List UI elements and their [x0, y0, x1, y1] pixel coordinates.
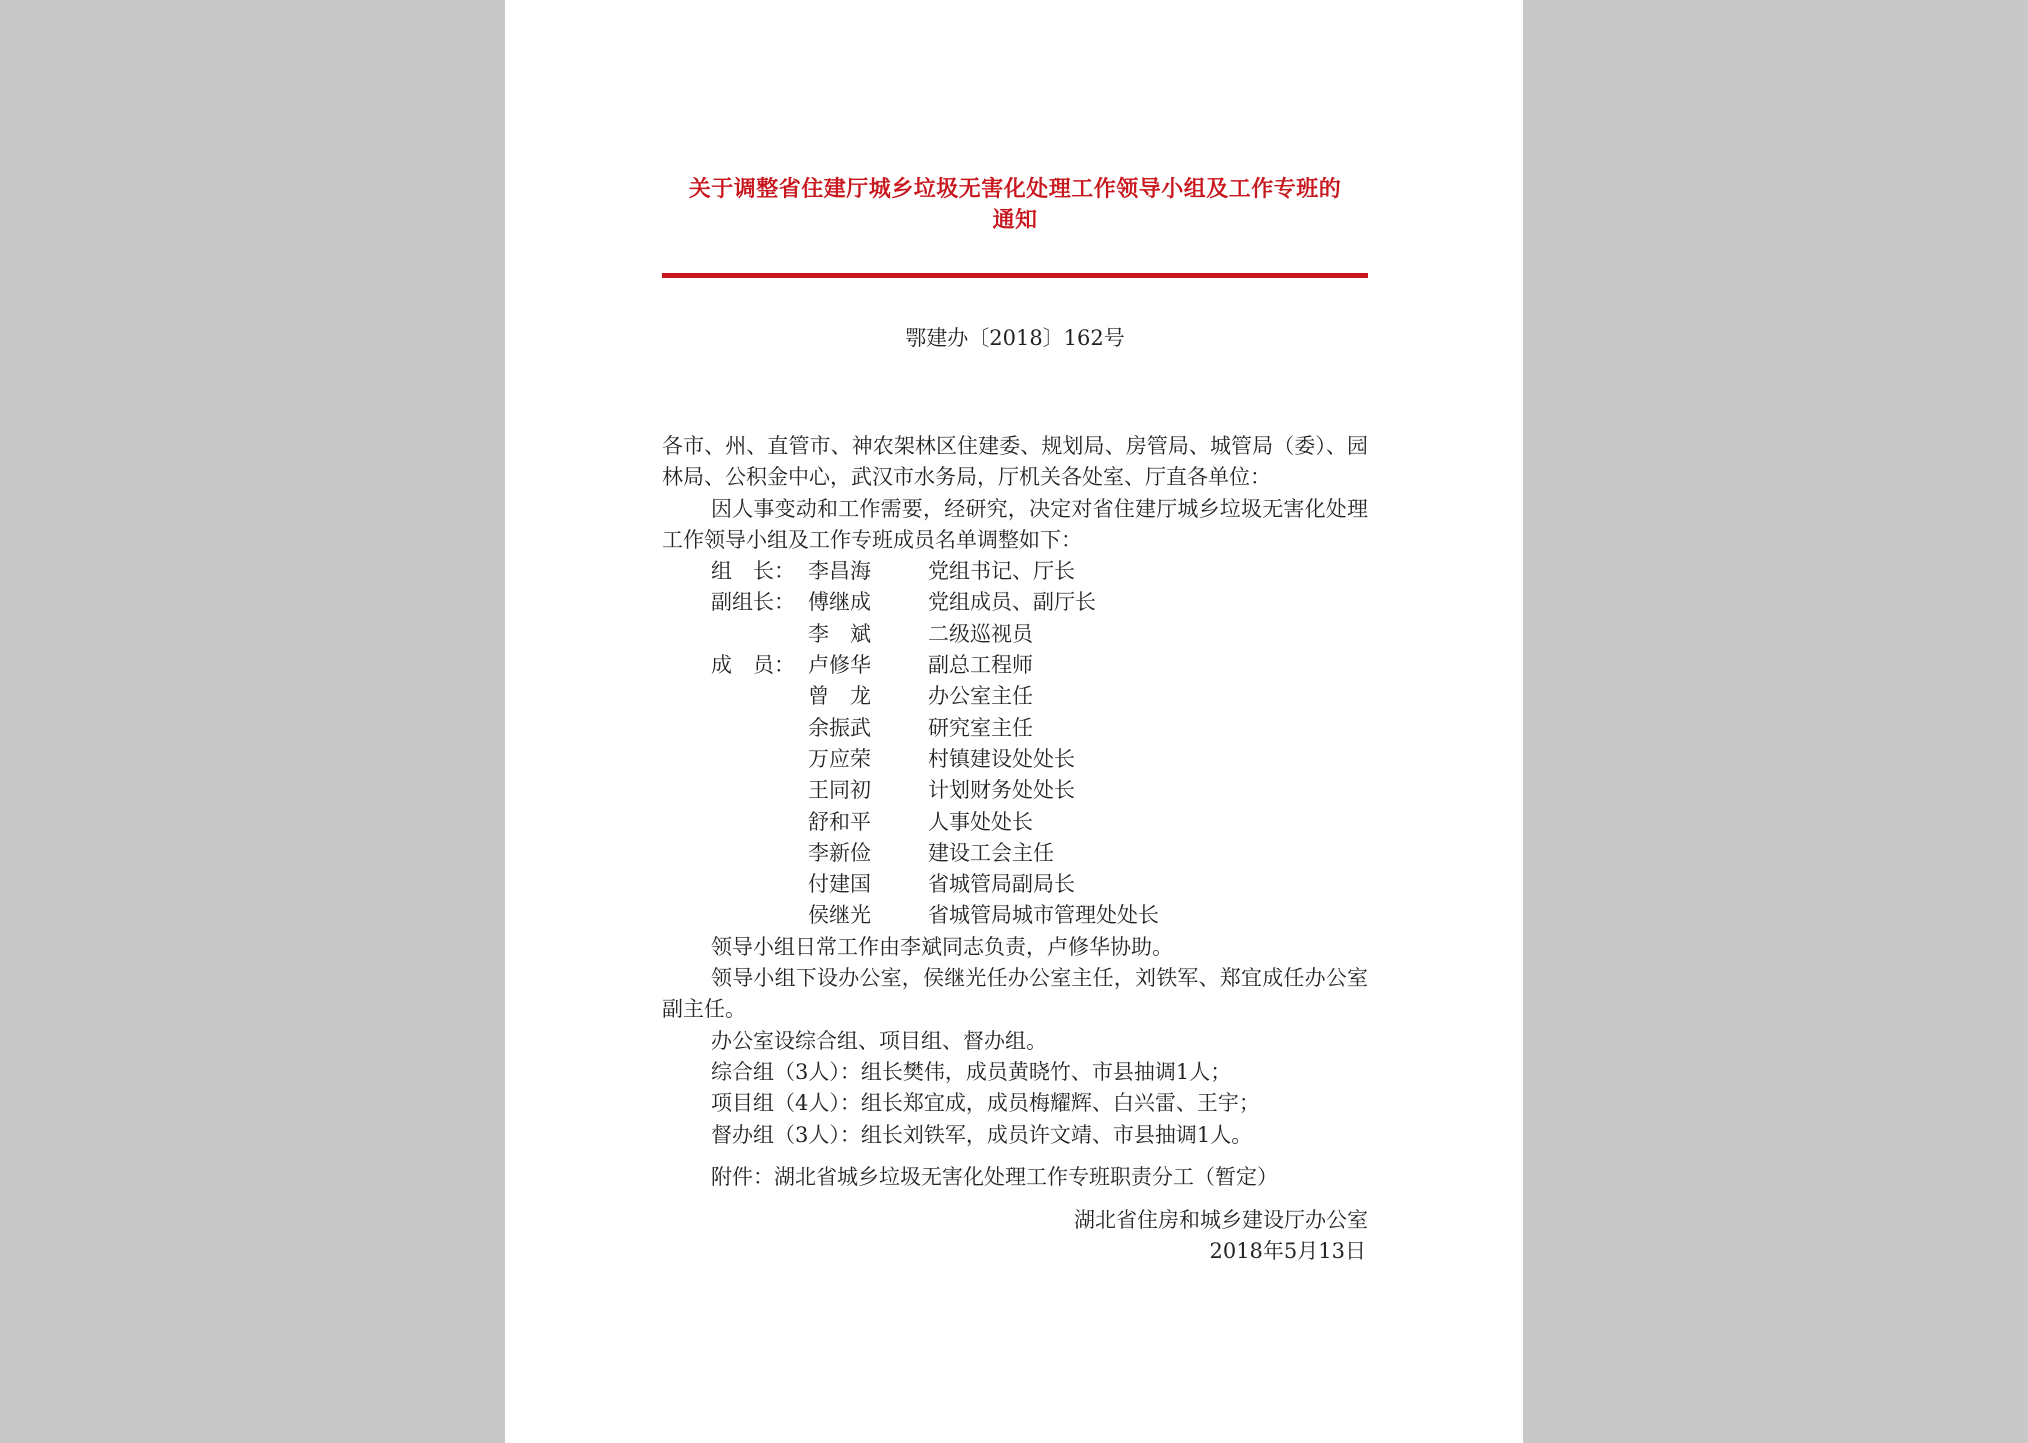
member-role — [662, 681, 808, 712]
member-row — [662, 650, 1368, 681]
member-title: 党组成员、副厅长 — [928, 590, 1096, 615]
member-name: 余振武 — [808, 715, 871, 740]
member-name: 付建国 — [808, 872, 871, 897]
member-title: 二级巡视员 — [928, 621, 1033, 646]
document-body — [662, 431, 1368, 1268]
member-role — [662, 744, 808, 775]
member-name: 傅继成 — [808, 590, 871, 615]
document-number: 鄂建办〔2018〕162号 — [905, 326, 1125, 350]
member-title: 办公室主任 — [928, 684, 1033, 709]
member-role — [662, 838, 808, 869]
member-title: 研究室主任 — [928, 715, 1033, 740]
member-row — [662, 775, 1368, 806]
member-row — [662, 681, 1368, 712]
member-row — [662, 807, 1368, 838]
member-name: 卢修华 — [808, 653, 871, 678]
member-role — [662, 807, 808, 838]
member-row — [662, 587, 1368, 618]
member-title: 党组书记、厅长 — [928, 559, 1075, 584]
attachment-line: 附件：湖北省城乡垃圾无害化处理工作专班职责分工（暂定） — [711, 1164, 1278, 1189]
member-row — [662, 744, 1368, 775]
member-role: 成 员： — [711, 653, 795, 678]
member-role — [662, 900, 808, 931]
document-page — [505, 0, 1523, 1443]
member-role — [662, 775, 808, 806]
member-role — [662, 619, 808, 650]
member-name: 王同初 — [808, 778, 871, 803]
group-line: 督办组（3人）：组长刘铁军，成员许文靖、市县抽调1人。 — [711, 1122, 1253, 1147]
group-line: 项目组（4人）：组长郑宜成，成员梅耀辉、白兴雷、王宇； — [711, 1091, 1260, 1116]
groups-paragraph: 办公室设综合组、项目组、督办组。 — [711, 1028, 1047, 1053]
member-role: 组 长： — [711, 559, 795, 584]
member-title: 建设工会主任 — [928, 840, 1054, 865]
group-line: 综合组（3人）：组长樊伟，成员黄晓竹、市县抽调1人； — [711, 1059, 1232, 1084]
issue-date: 2018年5月13日 — [1209, 1239, 1366, 1264]
member-list — [662, 556, 1368, 932]
member-row — [662, 900, 1368, 931]
daily-work-paragraph: 领导小组日常工作由李斌同志负责，卢修华协助。 — [711, 934, 1173, 959]
issuer-name: 湖北省住房和城乡建设厅办公室 — [1074, 1208, 1368, 1233]
member-title: 计划财务处处长 — [928, 778, 1075, 803]
member-role — [662, 713, 808, 744]
member-row — [662, 838, 1368, 869]
office-paragraph: 领导小组下设办公室，侯继光任办公室主任，刘铁军、郑宜成任办公室副主任。 — [662, 966, 1368, 1022]
intro-paragraph: 因人事变动和工作需要，经研究，决定对省住建厅城乡垃圾无害化处理工作领导小组及工作专班成员名单调整如下： — [662, 496, 1368, 552]
member-name: 舒和平 — [808, 809, 871, 834]
member-row — [662, 556, 1368, 587]
member-role — [662, 869, 808, 900]
document-title — [662, 174, 1368, 236]
member-name: 李新俭 — [808, 840, 871, 865]
member-row — [662, 869, 1368, 900]
member-name: 侯继光 — [808, 903, 871, 928]
member-name: 万应荣 — [808, 746, 871, 771]
member-title: 村镇建设处处长 — [928, 746, 1075, 771]
member-title: 人事处处长 — [928, 809, 1033, 834]
member-name: 李昌海 — [808, 559, 871, 584]
member-row — [662, 713, 1368, 744]
member-title: 省城管局城市管理处处长 — [928, 903, 1159, 928]
red-divider-rule — [662, 273, 1368, 278]
member-title: 省城管局副局长 — [928, 872, 1075, 897]
title-line-1: 关于调整省住建厅城乡垃圾无害化处理工作领导小组及工作专班的 — [688, 177, 1342, 202]
member-row — [662, 619, 1368, 650]
title-line-2: 通知 — [992, 208, 1038, 233]
addressee: 各市、州、直管市、神农架林区住建委、规划局、房管局、城管局（委）、园林局、公积金中心，武汉市水务局，厅机关各处室、厅直各单位： — [662, 434, 1368, 490]
member-name: 曾 龙 — [808, 684, 871, 709]
member-role: 副组长： — [711, 590, 795, 615]
member-title: 副总工程师 — [928, 653, 1033, 678]
member-name: 李 斌 — [808, 621, 871, 646]
